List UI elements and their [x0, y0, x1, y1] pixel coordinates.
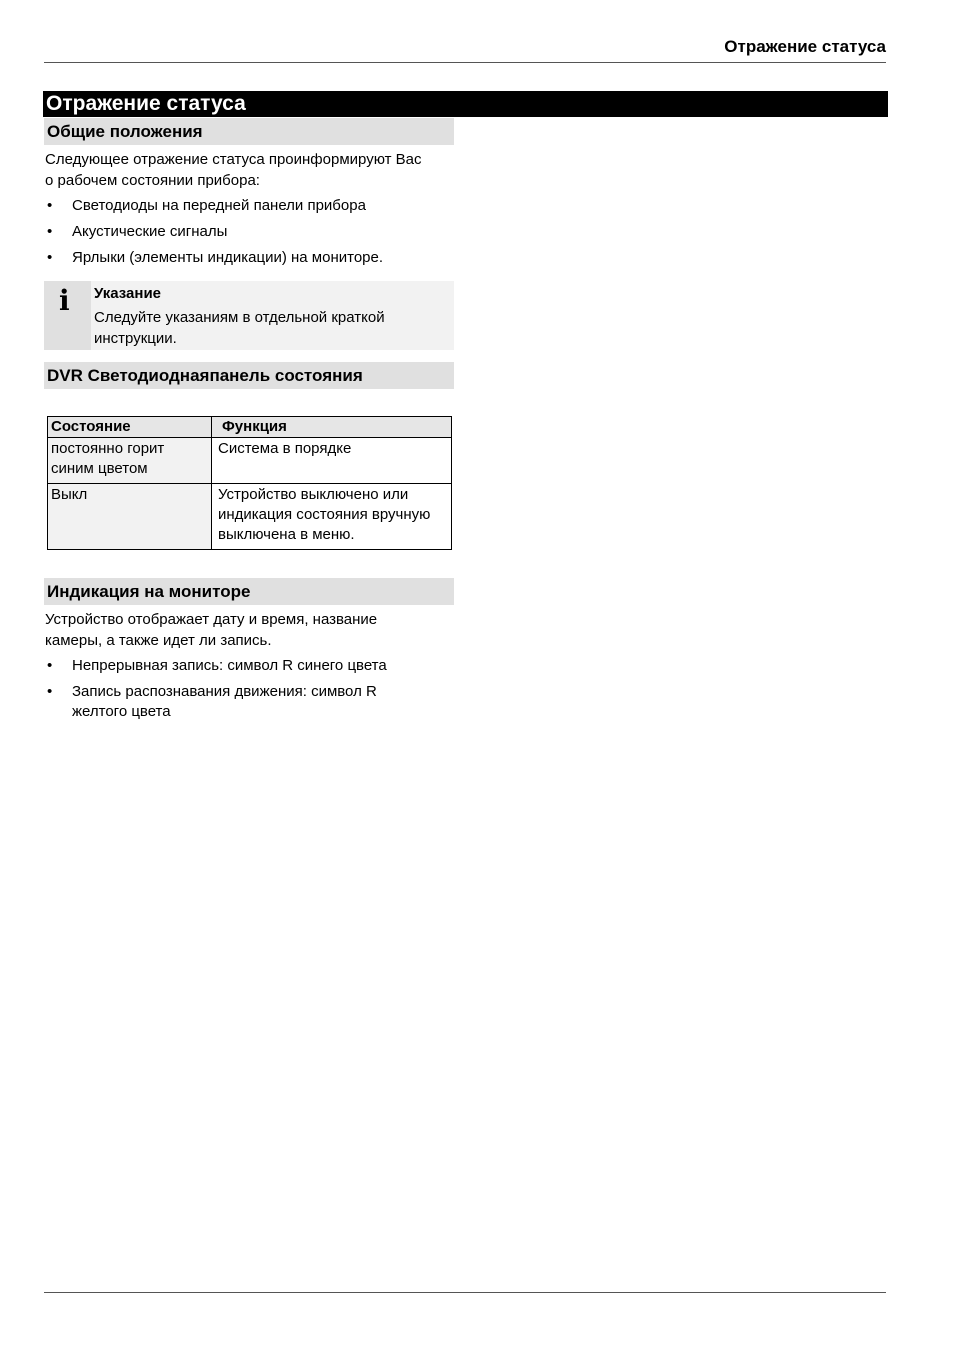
status-table [47, 416, 452, 550]
note-text-line: Следуйте указаниям в отдельной краткой [94, 309, 385, 326]
monitor-intro-line: камеры, а также идет ли запись. [45, 632, 272, 649]
monitor-bullet-list [44, 656, 454, 722]
section-heading-monitor: Индикация на мониторе [44, 578, 454, 605]
bullet-icon: • [47, 657, 53, 674]
content-column [44, 118, 454, 722]
table-cell-function [212, 484, 452, 550]
info-icon: i [59, 284, 70, 317]
bullet-icon: • [47, 683, 53, 700]
bullet-icon: • [47, 197, 53, 214]
header-rule [44, 62, 886, 63]
cell-text-line: Устройство выключено или [218, 486, 409, 503]
table-row [48, 438, 452, 484]
cell-text-line: выключена в меню. [218, 526, 355, 543]
section-heading-dvr-panel: DVR Светодиоднаяпанель состояния [44, 362, 454, 389]
bullet-icon: • [47, 249, 53, 266]
note-icon-cell [44, 281, 91, 350]
list-item-text: Светодиоды на передней панели прибора [72, 197, 366, 214]
section-heading-general: Общие положения [44, 118, 454, 145]
list-item [44, 656, 454, 676]
cell-text-line: Система в порядке [218, 440, 352, 457]
cell-text-line: Выкл [51, 486, 88, 503]
note-box [44, 281, 454, 350]
list-item-text: желтого цвета [72, 703, 171, 720]
note-text [94, 307, 385, 349]
general-intro-line: Следующее отражение статуса проинформируют Вас [45, 151, 422, 168]
column-header-function: Функция [212, 417, 452, 438]
list-item [44, 248, 454, 268]
chapter-title: Отражение статуса [43, 91, 888, 117]
list-item-text: Ярлыки (элементы индикации) на мониторе. [72, 249, 384, 266]
list-item-text: Запись распознавания движения: символ R [72, 683, 377, 700]
cell-text-line: постоянно горит [51, 440, 165, 457]
note-body [91, 281, 385, 350]
list-item [44, 196, 454, 216]
table-cell-function [212, 438, 452, 484]
note-text-line: инструкции. [94, 330, 177, 347]
general-bullet-list [44, 196, 454, 268]
table-cell-state [48, 438, 212, 484]
table-cell-state [48, 484, 212, 550]
cell-text-line: индикация состояния вручную [218, 506, 431, 523]
footer-rule [44, 1292, 886, 1293]
monitor-intro-line: Устройство отображает дату и время, название [45, 611, 378, 628]
note-title: Указание [94, 285, 162, 302]
general-intro-line: о рабочем состоянии прибора: [45, 172, 260, 189]
table-header-row [48, 417, 452, 438]
list-item-text: Непрерывная запись: символ R синего цвета [72, 657, 387, 674]
cell-text-line: синим цветом [51, 460, 148, 477]
column-header-state: Состояние [48, 417, 212, 438]
bullet-icon: • [47, 223, 53, 240]
list-item [44, 222, 454, 242]
general-intro [44, 149, 454, 191]
list-item-text: Акустические сигналы [72, 223, 228, 240]
monitor-intro [44, 609, 454, 651]
running-header: Отражение статуса [724, 37, 886, 56]
list-item [44, 682, 454, 722]
table-row [48, 484, 452, 550]
